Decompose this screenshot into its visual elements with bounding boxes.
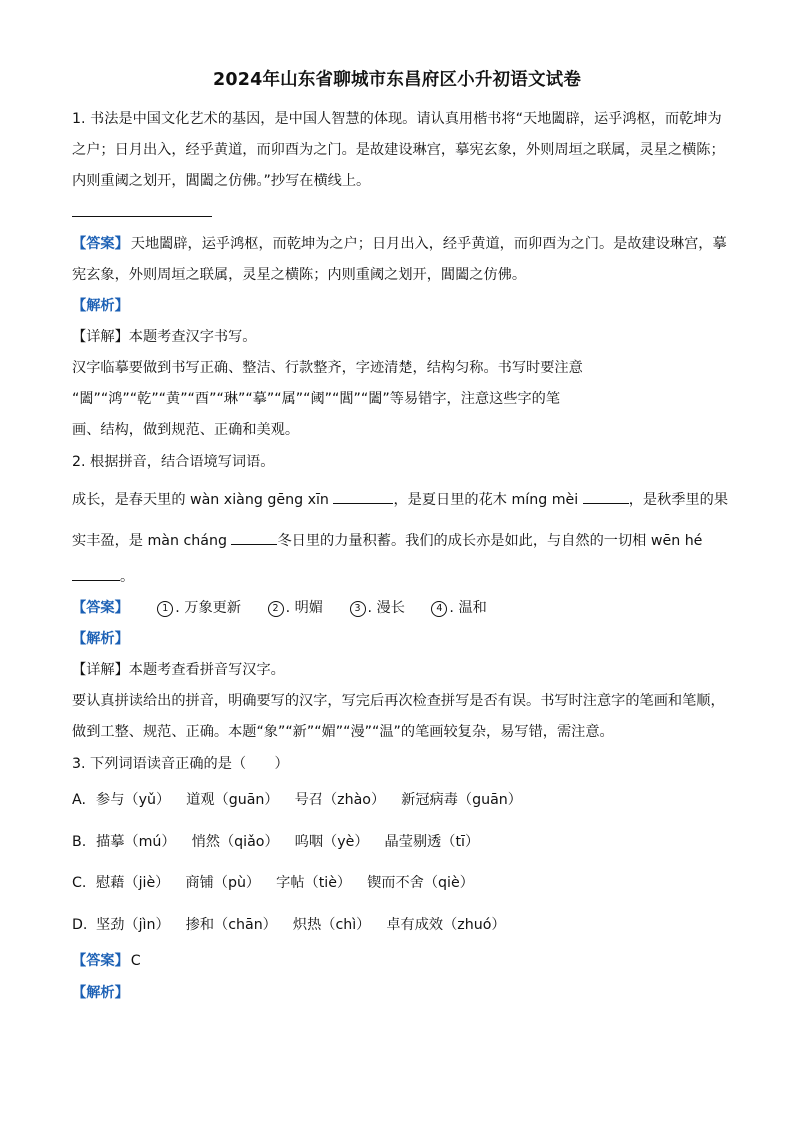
q2-text-a: 成长，是春天里的 wàn xiàng gēng xīn (72, 492, 329, 508)
option-word: 锲而不舍（qiè） (367, 875, 474, 891)
option-word: 坚劲（jìn） (96, 917, 170, 933)
option-word: 卓有成效（zhuó） (386, 917, 506, 933)
circled-number: 2 (268, 601, 284, 617)
q3-analysis (72, 983, 131, 1003)
q2-note-line-1: 要认真拼读给出的拼音，明确要写的汉字，写完后再次检查拼写是否有误。书写时注意字的笔画和笔顺， (72, 693, 725, 709)
option-letter: C. (72, 875, 87, 891)
detail-tag: 【详解】 (72, 662, 129, 678)
circled-number: 4 (431, 601, 447, 617)
q3-answer-line (72, 951, 141, 971)
option-letter: B. (72, 834, 87, 850)
q2-answer-line (72, 598, 487, 618)
q2-paragraph-line-1 (72, 489, 728, 510)
q2-text-d: 实丰盈，是 màn cháng (72, 533, 227, 549)
q2-answer-4 (431, 598, 486, 618)
answer-tag: 【答案】 (72, 236, 129, 252)
option-word: 道观（guān） (186, 792, 279, 808)
q1-detail (72, 327, 256, 347)
analysis-tag: 【解析】 (72, 985, 129, 1001)
q2-answer-text: . 万象更新 (175, 600, 242, 616)
blank-1 (333, 489, 393, 504)
q3-answer-value: C (130, 953, 141, 969)
page-title: 2024年山东省聊城市东昌府区小升初语文试卷 (212, 70, 582, 90)
q1-answer-text-1: 天地闔辟，运乎鸿枢，而乾坤为之户；日月出入，经乎黄道，而卯酉为之门。是故建设琳宫，摹 (130, 236, 727, 252)
q2-text-end: 。 (120, 569, 135, 585)
q2-paragraph-line-3 (72, 566, 134, 587)
option-word: 掺和（chān） (185, 917, 277, 933)
blank-2 (583, 489, 629, 504)
option-word: 悄然（qiǎo） (191, 834, 279, 850)
q1-detail-text: 本题考查汉字书写。 (128, 329, 257, 345)
q3-option-d (72, 915, 522, 935)
circled-number: 3 (350, 601, 366, 617)
q3-option-a (72, 790, 538, 810)
circled-number: 1 (157, 601, 173, 617)
option-word: 晶莹剔透（tī） (384, 834, 480, 850)
option-word: 描摹（mú） (96, 834, 176, 850)
q2-answer-1 (157, 598, 241, 618)
q1-line-2: 之户；日月出入，经乎黄道，而卯酉为之门。是故建设琳宫，摹宪玄象，外则周垣之联属，灵星之横陈； (72, 142, 725, 158)
option-word: 呜咽（yè） (294, 834, 369, 850)
q2-paragraph-line-2 (72, 530, 702, 551)
analysis-tag: 【解析】 (72, 631, 129, 647)
option-word: 商铺（pù） (185, 875, 261, 891)
option-word: 炽热（chì） (292, 917, 371, 933)
q2-answer-text: . 漫长 (367, 600, 405, 616)
q2-stem: 2. 根据拼音，结合语境写词语。 (72, 454, 275, 470)
q2-text-c: ，是秋季里的果 (628, 492, 729, 508)
q2-answer-3 (350, 598, 405, 618)
q2-answer-text: . 明媚 (285, 600, 323, 616)
q2-note-line-2: 做到工整、规范、正确。本题“象”“新”“媚”“漫”“温”的笔画较复杂，易写错，需注意。 (72, 724, 614, 740)
q1-line-3: 内则重阈之划开，閶闔之仿佛。”抄写在横线上。 (72, 173, 371, 189)
q1-note-line-1: 汉字临摹要做到书写正确、整洁、行款整齐，字迹清楚，结构匀称。书写时要注意 (72, 360, 583, 376)
q2-text-b: ，是夏日里的花木 míng mèi (393, 492, 579, 508)
option-word: 新冠病毒（guān） (401, 792, 522, 808)
blank-3 (231, 530, 277, 545)
q1-note-line-2: “闔”“鸿”“乾”“黄”“酉”“琳”“摹”“属”“阈”“閶”“闔”等易错字，注意这些字的笔 (72, 391, 561, 407)
q1-answer-line-2: 宪玄象，外则周垣之联属，灵星之横陈；内则重阈之划开，閶闔之仿佛。 (72, 267, 527, 283)
q1-note-line-3: 画、结构，做到规范、正确和美观。 (72, 422, 300, 438)
q2-analysis (72, 629, 131, 649)
q2-answer-2 (268, 598, 323, 618)
q2-answer-text: . 温和 (449, 600, 487, 616)
q2-text-e: 冬日里的力量积蓄。我们的成长亦是如此，与自然的一切相 wēn hé (277, 533, 703, 549)
option-letter: A. (72, 792, 86, 808)
option-word: 参与（yǔ） (96, 792, 171, 808)
q3-stem: 3. 下列词语读音正确的是（ ） (72, 756, 289, 772)
answer-tag: 【答案】 (72, 953, 129, 969)
blank-4 (72, 566, 120, 581)
option-word: 字帖（tiè） (276, 875, 352, 891)
q1-line-1: 1. 书法是中国文化艺术的基因，是中国人智慧的体现。请认真用楷书将“天地闔辟，运乎鸿枢，而乾坤为 (72, 111, 722, 127)
q2-detail-text: 本题考查看拼音写汉字。 (128, 662, 285, 678)
option-word: 号召（zhào） (294, 792, 386, 808)
option-word: 慰藉（jiè） (96, 875, 170, 891)
option-letter: D. (72, 917, 88, 933)
q3-option-c (72, 873, 490, 893)
q1-analysis (72, 296, 131, 316)
q1-answer-line-1 (72, 234, 727, 254)
detail-tag: 【详解】 (72, 329, 129, 345)
answer-tag: 【答案】 (72, 600, 129, 616)
q1-answer-blank (72, 216, 212, 217)
analysis-tag: 【解析】 (72, 298, 129, 314)
q3-option-b (72, 832, 495, 852)
q2-detail (72, 660, 285, 680)
